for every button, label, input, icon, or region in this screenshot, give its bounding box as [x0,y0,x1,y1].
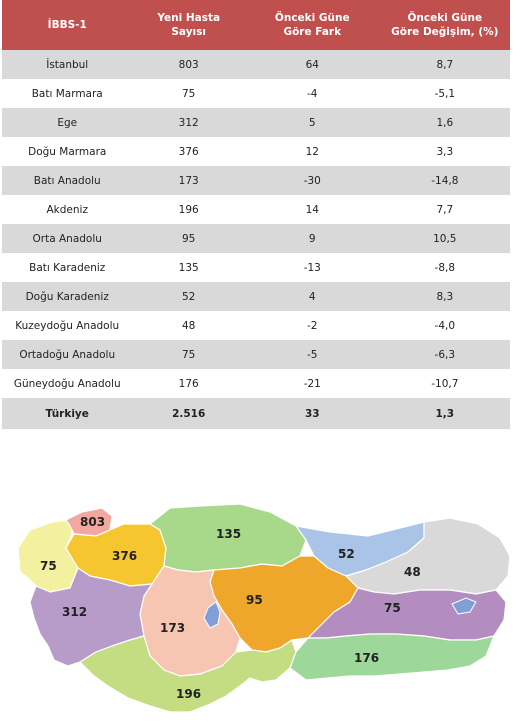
cell-new-cases: 52 [132,282,244,311]
cell-new-cases: 95 [132,224,244,253]
cell-new-cases: 173 [132,166,244,195]
map-label-kuzeydogu-anadolu: 48 [404,565,421,579]
cell-daily-change: -6,3 [380,340,510,369]
cell-daily-change: 3,3 [380,137,510,166]
cell-daily-change: -10,7 [380,369,510,398]
table-row [2,224,510,253]
total-daily-diff: 33 [245,398,380,429]
table-row [2,166,510,195]
cell-region: Doğu Marmara [2,137,132,166]
cell-region: Orta Anadolu [2,224,132,253]
map-label-orta-anadolu: 95 [246,593,263,607]
table-row [2,79,510,108]
map-region-bati-marmara [18,520,78,592]
cell-daily-diff: 4 [245,282,380,311]
cell-region: Akdeniz [2,195,132,224]
cell-daily-change: -5,1 [380,79,510,108]
cell-daily-change: 7,7 [380,195,510,224]
cell-new-cases: 376 [132,137,244,166]
cell-new-cases: 176 [132,369,244,398]
cell-daily-change: 8,3 [380,282,510,311]
header-daily-change [380,0,510,50]
cell-daily-diff: 64 [245,50,380,79]
header-daily-diff [245,0,380,50]
total-daily-change: 1,3 [380,398,510,429]
cell-region: Batı Marmara [2,79,132,108]
cell-daily-diff: -13 [245,253,380,282]
cell-daily-change: -8,8 [380,253,510,282]
header-daily-diff-text: Önceki Güne Göre Fark [274,11,350,38]
cell-daily-diff: 9 [245,224,380,253]
map-label-istanbul: 803 [80,515,106,529]
cell-daily-diff: 12 [245,137,380,166]
cell-daily-change: 1,6 [380,108,510,137]
cell-new-cases: 75 [132,340,244,369]
map-label-guneydogu-anadolu: 176 [354,651,380,665]
cell-new-cases: 48 [132,311,244,340]
cell-region: Doğu Karadeniz [2,282,132,311]
map-label-akdeniz: 196 [176,687,202,701]
cell-daily-diff: -2 [245,311,380,340]
cell-new-cases: 312 [132,108,244,137]
cell-new-cases: 75 [132,79,244,108]
turkey-map-container [0,490,525,727]
cell-daily-diff: -5 [245,340,380,369]
cell-new-cases: 135 [132,253,244,282]
map-label-bati-karadeniz: 135 [216,527,242,541]
table-row [2,108,510,137]
cell-region: Batı Anadolu [2,166,132,195]
table-row [2,340,510,369]
header-daily-change-text: Önceki Güne Göre Değişim, (%) [391,11,499,38]
cell-daily-change: 10,5 [380,224,510,253]
table-row [2,137,510,166]
cell-daily-diff: 5 [245,108,380,137]
cell-new-cases: 803 [132,50,244,79]
turkey-region-map [0,490,525,727]
table-row [2,253,510,282]
header-new-cases-text: Yeni Hasta Sayısı [157,11,221,38]
map-label-dogu-karadeniz: 52 [338,547,355,561]
table-row [2,311,510,340]
cell-region: Güneydoğu Anadolu [2,369,132,398]
cell-daily-diff: -4 [245,79,380,108]
cell-daily-diff: 14 [245,195,380,224]
table-row [2,50,510,79]
header-new-cases [132,0,244,50]
cell-new-cases: 196 [132,195,244,224]
table-row [2,195,510,224]
map-label-ortadogu-anadolu: 75 [384,601,401,615]
regional-cases-table [2,0,510,429]
table-row [2,282,510,311]
cell-region: Ege [2,108,132,137]
table-total-row [2,398,510,429]
map-label-dogu-marmara: 376 [112,549,138,563]
table-row [2,369,510,398]
header-region: İBBS-1 [2,0,132,50]
cell-daily-change: -4,0 [380,311,510,340]
cell-daily-diff: -30 [245,166,380,195]
cell-region: Ortadoğu Anadolu [2,340,132,369]
cell-region: Batı Karadeniz [2,253,132,282]
total-new-cases: 2.516 [132,398,244,429]
table-body [2,50,510,429]
map-region-guneydogu-anadolu [290,634,494,680]
total-region: Türkiye [2,398,132,429]
cell-daily-change: 8,7 [380,50,510,79]
table-header-row [2,0,510,50]
map-label-ege: 312 [62,605,88,619]
cell-daily-change: -14,8 [380,166,510,195]
map-label-bati-anadolu: 173 [160,621,186,635]
cell-region: Kuzeydoğu Anadolu [2,311,132,340]
map-label-bati-marmara: 75 [40,559,57,573]
cell-region: İstanbul [2,50,132,79]
cell-daily-diff: -21 [245,369,380,398]
